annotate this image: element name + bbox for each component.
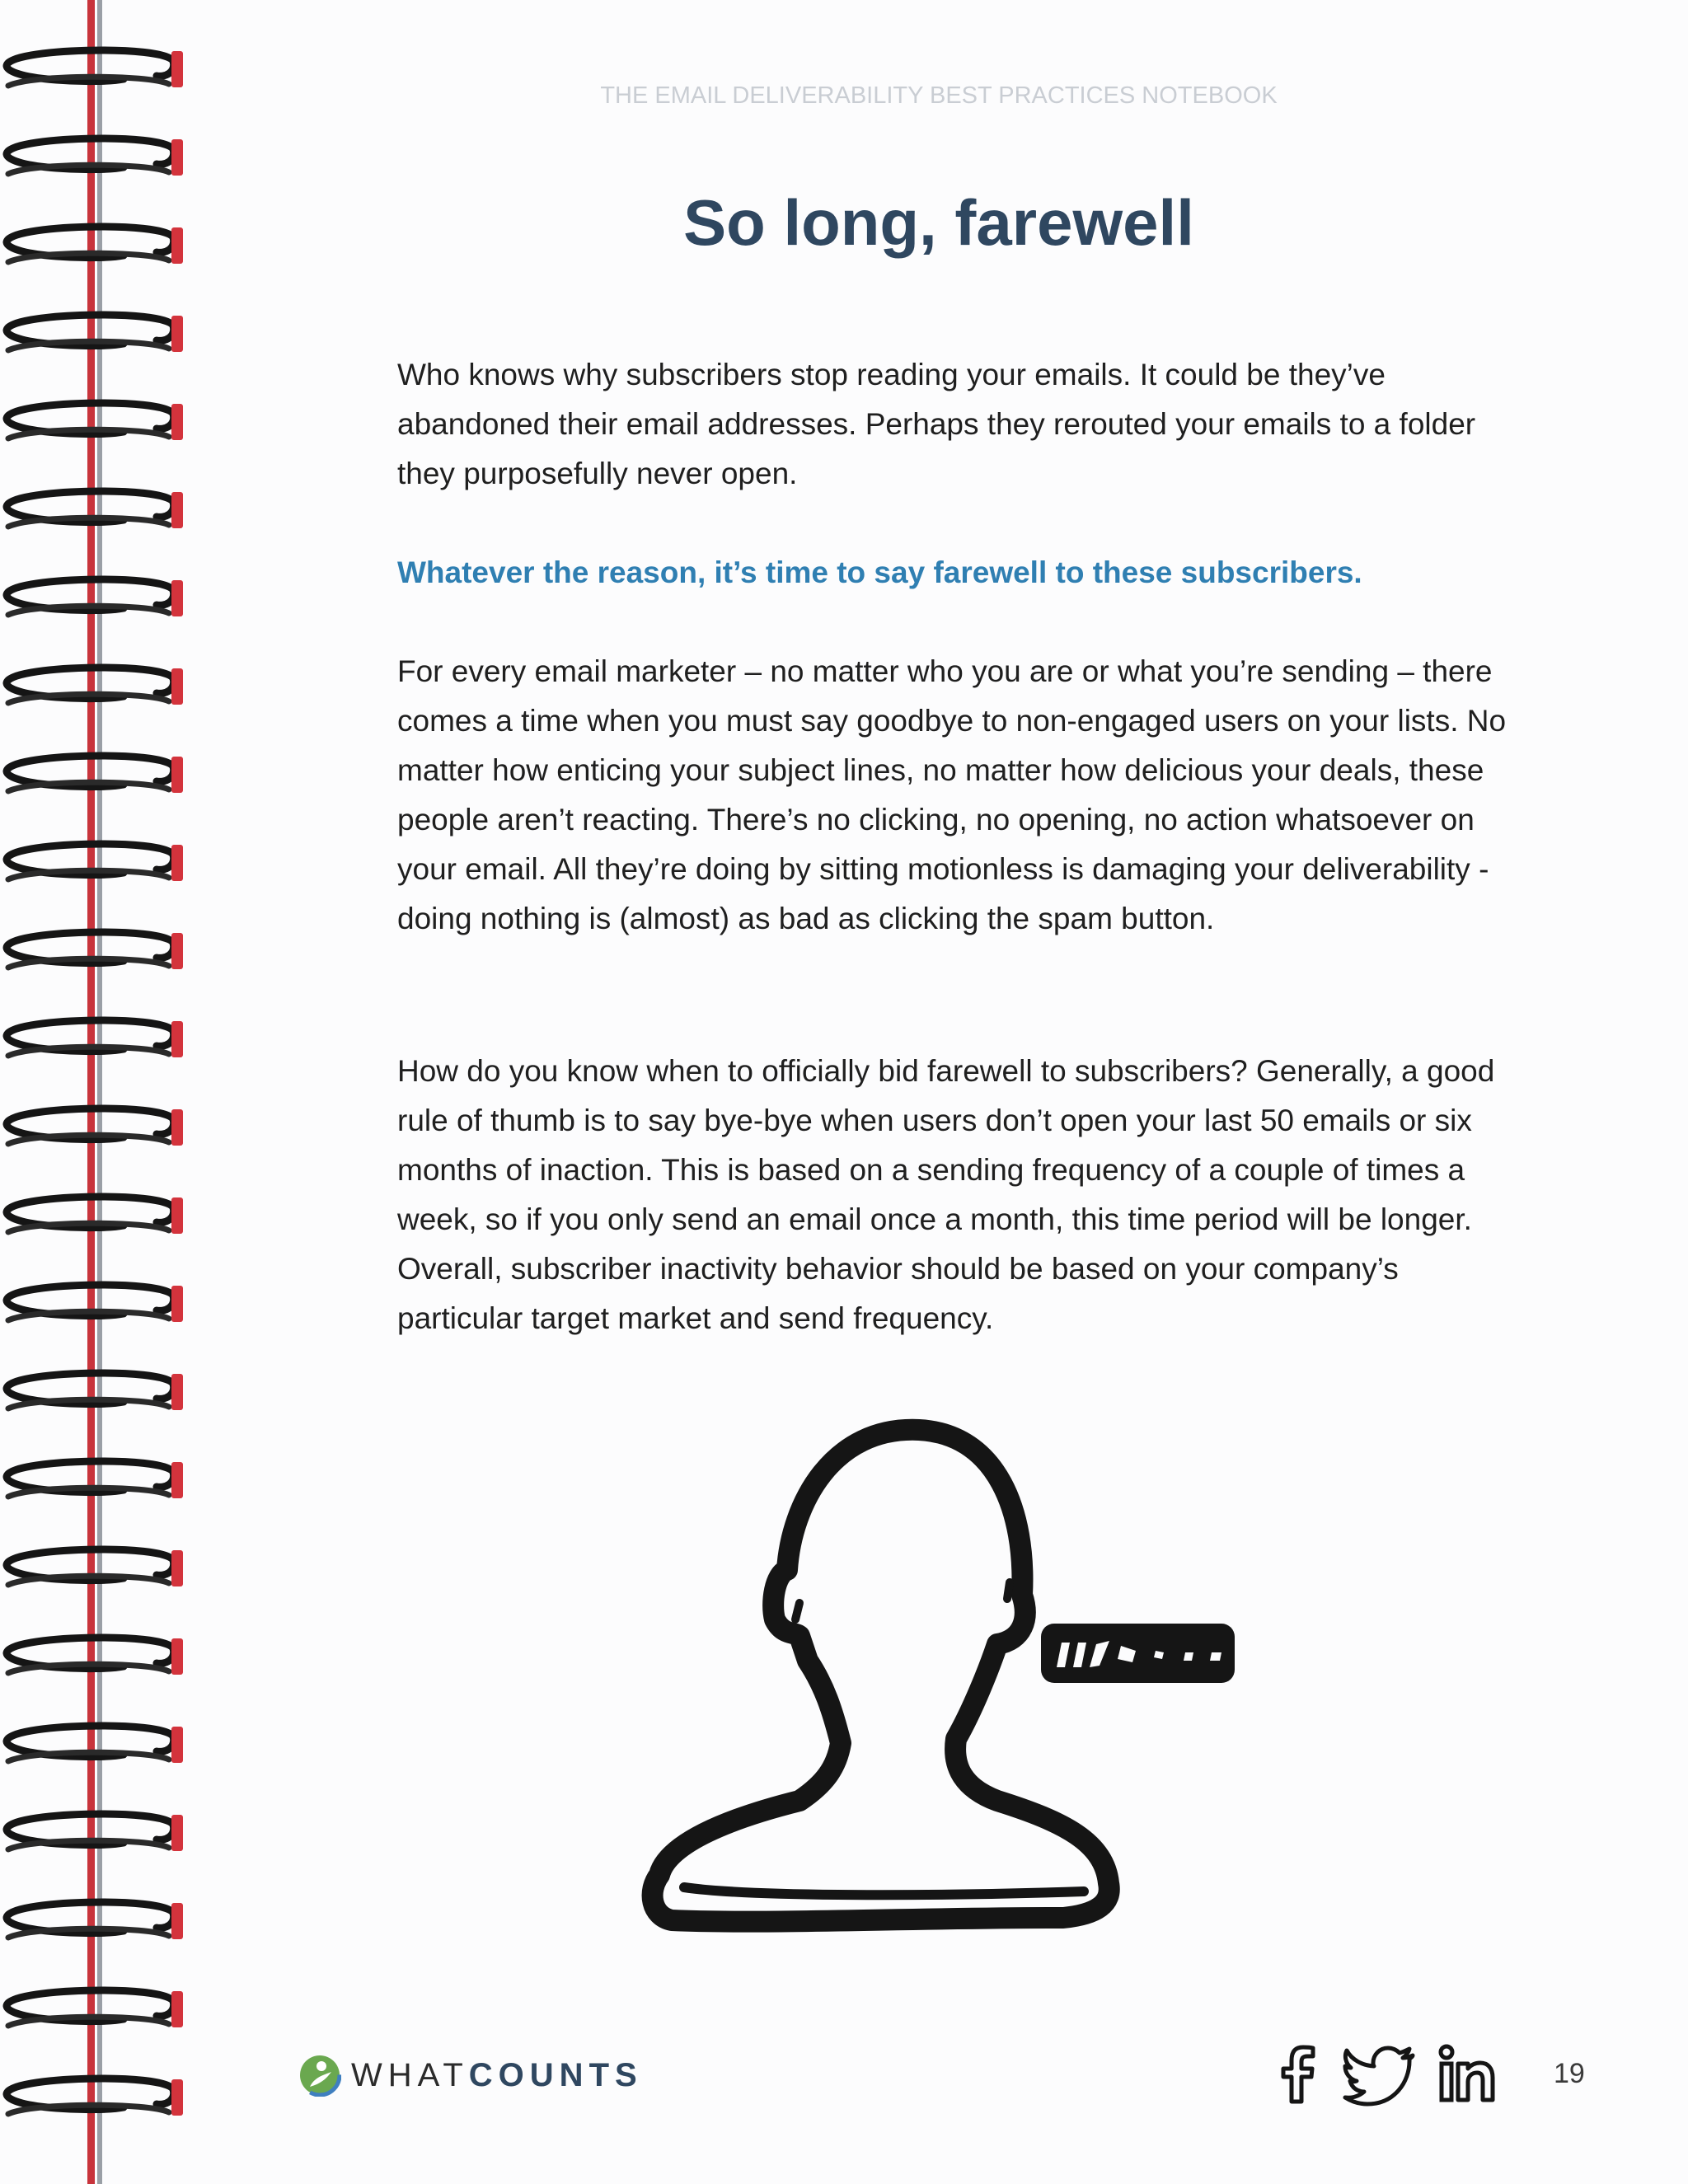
paragraph-intro: Who knows why subscribers stop reading your emails. It could be they’ve abandoned their email addresses. Perhaps they rerouted your emails to a folder they purposefully never open. [397,358,1476,490]
logo-text-light: WHAT [351,2056,469,2093]
binding-hole [171,1903,183,1939]
binding-hole [171,1550,183,1586]
binding-hole [171,1727,183,1763]
binding-hole [171,1991,183,2027]
binding-hole [171,1286,183,1322]
running-header: THE EMAIL DELIVERABILITY BEST PRACTICES NOTEBOOK [600,82,1278,109]
binding-hole [171,1815,183,1851]
binding-hole [171,1374,183,1410]
binding-hole [171,933,183,969]
twitter-icon[interactable] [1342,2042,1416,2108]
linkedin-icon[interactable] [1438,2042,1496,2108]
binding-hole [171,139,183,176]
binding-hole [171,316,183,352]
binding-hole [171,2079,183,2116]
binding-hole [171,1197,183,1234]
highlight-callout: Whatever the reason, it’s time to say farewell to these subscribers. [397,555,1362,589]
logo-wordmark [351,2057,643,2094]
binding-hole [171,845,183,881]
subscriber-silhouette-illustration [635,1413,1245,1941]
binding-hole [171,1638,183,1675]
binding-hole [171,1109,183,1146]
paragraph-when: How do you know when to officially bid farewell to subscribers? Generally, a good rule of thumb is to say bye-bye when users don’t open your last 50 emails or six months of inaction. This is based on a sending frequency of a couple of times a week, so if you only send an email once a month, this time period will be longer. Overall, subscriber inactivity behavior should be based on your company’s particular target market and send frequency. [397,1054,1495,1335]
binding-hole [171,1462,183,1498]
spiral-binding [0,0,198,2184]
binding-hole [171,227,183,264]
page-title: So long, farewell [683,186,1194,259]
whatcounts-logo-mark-icon [298,2054,341,2097]
facebook-icon[interactable] [1273,2042,1323,2108]
page-number: 19 [1554,2058,1585,2089]
whatcounts-logo[interactable] [298,2050,643,2100]
binding-hole [171,757,183,793]
binding-hole [171,492,183,528]
binding-hole [171,668,183,705]
binding-hole [171,404,183,440]
binding-hole [171,580,183,616]
binding-hole [171,1021,183,1057]
paragraph-goodbye: For every email marketer – no matter who you are or what you’re sending – there comes a time when you must say goodbye to non-engaged users on your lists. No matter how enticing your subject lines, no matter how delicious your deals, these people aren’t reacting. There’s no clicking, no opening, no action whatsoever on your email. All they’re doing by sitting motionless is damaging your deliverability - doing nothing is (almost) as bad as clicking the spam button. [397,654,1507,935]
logo-text-bold: COUNTS [468,2056,643,2093]
